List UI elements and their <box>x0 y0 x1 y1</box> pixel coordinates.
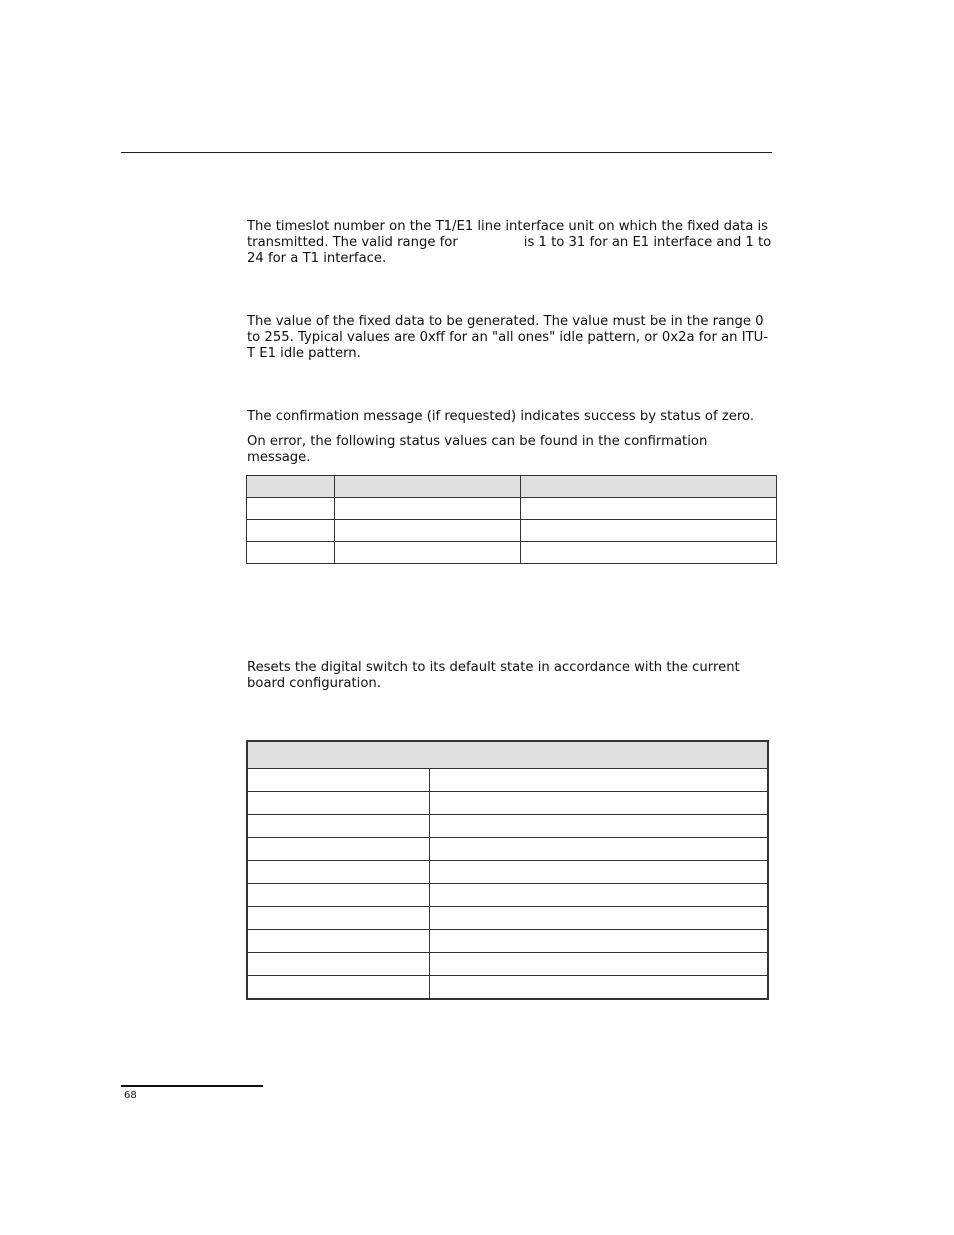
table-row <box>247 907 768 930</box>
table-cell <box>247 861 430 884</box>
table-row <box>247 861 768 884</box>
table-cell <box>521 542 777 564</box>
page-number: 68 <box>124 1090 137 1101</box>
status-table-header-cell <box>521 476 777 498</box>
table-row <box>247 542 777 564</box>
table-row <box>247 792 768 815</box>
footer-rule <box>121 1085 263 1087</box>
table-cell <box>247 769 430 792</box>
timeslot-text-2: is 1 to 31 for an E1 interface and 1 to 24 for a T1 interface. <box>247 235 772 266</box>
status-table-header-row <box>247 476 777 498</box>
status-values-table <box>246 475 777 564</box>
message-table-header-row <box>247 741 768 769</box>
timeslot-description <box>247 219 772 267</box>
table-cell <box>430 792 769 815</box>
table-cell <box>521 520 777 542</box>
timeslot-text-1: The timeslot number on the T1/E1 line interface unit on which the fixed data is transmitted. The valid range for <box>247 219 769 250</box>
table-row <box>247 769 768 792</box>
table-cell <box>430 838 769 861</box>
table-row <box>247 838 768 861</box>
table-cell <box>430 930 769 953</box>
table-cell <box>247 838 430 861</box>
table-cell <box>247 520 335 542</box>
message-table-header <box>247 741 768 769</box>
table-cell <box>247 930 430 953</box>
confirmation-success-text: The confirmation message (if requested) indicates success by status of zero. <box>247 409 755 424</box>
header-rule <box>121 152 772 153</box>
table-cell <box>247 498 335 520</box>
reset-description: Resets the digital switch to its default state in accordance with the current board configuration. <box>247 660 740 691</box>
table-row <box>247 520 777 542</box>
table-cell <box>247 953 430 976</box>
table-cell <box>247 815 430 838</box>
table-cell <box>247 542 335 564</box>
table-cell <box>247 884 430 907</box>
table-cell <box>521 498 777 520</box>
table-cell <box>430 976 769 1000</box>
confirmation-error-text: On error, the following status values can be found in the confirmation message. <box>247 434 708 465</box>
table-cell <box>430 861 769 884</box>
table-cell <box>430 769 769 792</box>
table-cell <box>430 953 769 976</box>
table-row <box>247 930 768 953</box>
table-row <box>247 884 768 907</box>
table-cell <box>335 542 521 564</box>
table-cell <box>247 792 430 815</box>
status-table-header-cell <box>335 476 521 498</box>
table-row <box>247 498 777 520</box>
data-value-description: The value of the fixed data to be generated. The value must be in the range 0 to 255. Typical values are 0xff for an "all ones" idle pattern, or 0x2a for an ITU-T E1 idle pattern. <box>247 314 769 361</box>
table-row <box>247 953 768 976</box>
table-row <box>247 815 768 838</box>
table-cell <box>247 976 430 1000</box>
status-table-header-cell <box>247 476 335 498</box>
table-cell <box>247 907 430 930</box>
table-cell <box>430 815 769 838</box>
table-cell <box>335 520 521 542</box>
message-format-table <box>246 740 769 1000</box>
table-cell <box>430 907 769 930</box>
table-cell <box>430 884 769 907</box>
table-row <box>247 976 768 1000</box>
table-cell <box>335 498 521 520</box>
